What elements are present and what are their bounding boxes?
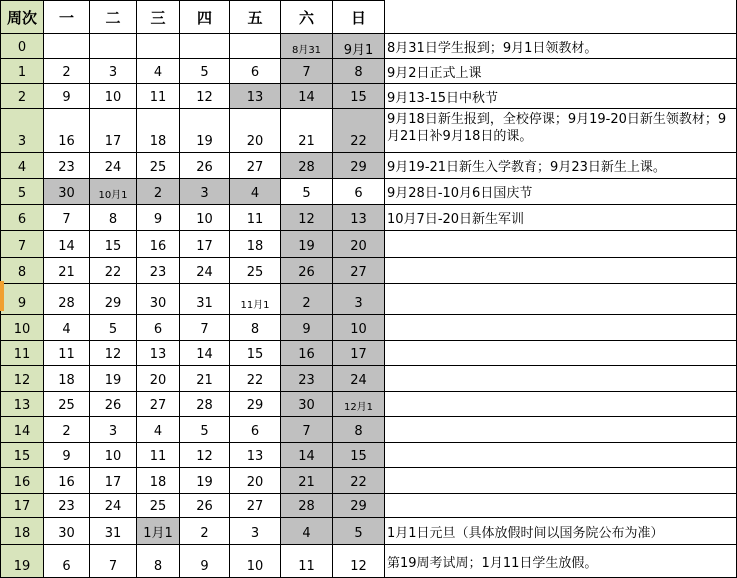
day-cell[interactable]: 2 <box>44 417 90 443</box>
note-cell[interactable]: 9月28日-10月6日国庆节 <box>385 179 737 205</box>
day-cell[interactable]: 24 <box>333 366 385 392</box>
week-number-cell[interactable]: 17 <box>0 494 44 518</box>
day-cell[interactable]: 3 <box>180 179 230 205</box>
day-cell[interactable]: 16 <box>44 109 90 153</box>
day-cell[interactable]: 4 <box>137 59 180 84</box>
day-cell[interactable]: 14 <box>44 231 90 258</box>
note-cell[interactable] <box>385 284 737 315</box>
note-cell[interactable]: 9月19-21日新生入学教育；9月23日新生上课。 <box>385 153 737 179</box>
day-cell[interactable]: 27 <box>230 153 281 179</box>
day-cell[interactable]: 11 <box>281 545 333 578</box>
day-cell[interactable]: 28 <box>281 153 333 179</box>
week-number-cell[interactable]: 12 <box>0 366 44 392</box>
day-cell[interactable]: 5 <box>90 315 137 341</box>
day-cell[interactable]: 15 <box>230 341 281 366</box>
week-number-cell[interactable]: 0 <box>0 34 44 59</box>
day-cell[interactable]: 28 <box>281 494 333 518</box>
day-cell[interactable]: 7 <box>281 59 333 84</box>
day-cell[interactable]: 10 <box>90 443 137 468</box>
day-cell[interactable]: 31 <box>90 518 137 545</box>
note-cell[interactable]: 9月18日新生报到，全校停课；9月19-20日新生领教材；9月21日补9月18日的课。 <box>385 109 737 153</box>
day-cell[interactable]: 8 <box>90 205 137 231</box>
header-day-3: 三 <box>137 0 180 34</box>
day-cell[interactable]: 29 <box>90 284 137 315</box>
day-cell[interactable]: 4 <box>137 417 180 443</box>
day-cell[interactable]: 15 <box>333 84 385 109</box>
note-cell[interactable]: 9月13-15日中秋节 <box>385 84 737 109</box>
note-cell[interactable]: 9月2日正式上课 <box>385 59 737 84</box>
day-cell[interactable]: 15 <box>333 443 385 468</box>
week-number-cell[interactable]: 13 <box>0 392 44 417</box>
day-cell[interactable]: 12 <box>333 545 385 578</box>
day-cell[interactable]: 26 <box>180 153 230 179</box>
day-cell[interactable]: 6 <box>137 315 180 341</box>
header-day-5: 五 <box>230 0 281 34</box>
day-cell[interactable]: 16 <box>281 341 333 366</box>
day-cell[interactable]: 20 <box>230 468 281 494</box>
day-cell[interactable]: 2 <box>137 179 180 205</box>
day-cell[interactable]: 9 <box>44 84 90 109</box>
header-day-2: 二 <box>90 0 137 34</box>
day-cell[interactable]: 25 <box>230 258 281 284</box>
header-day-1: 一 <box>44 0 90 34</box>
note-cell[interactable]: 8月31日学生报到；9月1日领教材。 <box>385 34 737 59</box>
day-cell[interactable]: 5 <box>180 417 230 443</box>
day-cell[interactable]: 21 <box>281 109 333 153</box>
day-cell[interactable] <box>137 34 180 59</box>
day-cell[interactable]: 10 <box>333 315 385 341</box>
header-day-4: 四 <box>180 0 230 34</box>
day-cell[interactable]: 22 <box>333 109 385 153</box>
header-day-6: 六 <box>281 0 333 34</box>
day-cell[interactable]: 11 <box>137 443 180 468</box>
day-cell[interactable]: 21 <box>180 366 230 392</box>
day-cell[interactable]: 19 <box>281 231 333 258</box>
day-cell[interactable]: 11 <box>44 341 90 366</box>
note-cell[interactable] <box>385 258 737 284</box>
note-cell[interactable] <box>385 315 737 341</box>
day-cell[interactable] <box>180 34 230 59</box>
week-number-cell[interactable]: 10 <box>0 315 44 341</box>
day-cell[interactable]: 20 <box>333 231 385 258</box>
week-number-cell[interactable]: 7 <box>0 231 44 258</box>
day-cell[interactable]: 14 <box>281 443 333 468</box>
day-cell[interactable]: 6 <box>230 417 281 443</box>
day-cell[interactable]: 3 <box>333 284 385 315</box>
day-cell[interactable]: 25 <box>137 494 180 518</box>
day-cell[interactable]: 17 <box>90 109 137 153</box>
day-cell[interactable]: 16 <box>137 231 180 258</box>
week-number-cell[interactable]: 4 <box>0 153 44 179</box>
day-cell[interactable]: 30 <box>281 392 333 417</box>
note-cell[interactable] <box>385 417 737 443</box>
day-cell[interactable]: 9 <box>180 545 230 578</box>
week-number-cell[interactable]: 18 <box>0 518 44 545</box>
day-cell[interactable]: 2 <box>44 59 90 84</box>
day-cell[interactable]: 24 <box>180 258 230 284</box>
day-cell[interactable]: 4 <box>230 179 281 205</box>
day-cell[interactable]: 18 <box>137 468 180 494</box>
day-cell[interactable]: 19 <box>180 468 230 494</box>
day-cell[interactable]: 11 <box>230 205 281 231</box>
day-cell[interactable]: 26 <box>281 258 333 284</box>
day-cell[interactable]: 23 <box>281 366 333 392</box>
day-cell[interactable]: 12 <box>281 205 333 231</box>
day-cell[interactable]: 11 <box>137 84 180 109</box>
day-cell[interactable]: 10 <box>230 545 281 578</box>
day-cell[interactable]: 28 <box>44 284 90 315</box>
day-cell[interactable]: 22 <box>90 258 137 284</box>
day-cell[interactable]: 10 <box>90 84 137 109</box>
day-cell[interactable]: 9 <box>281 315 333 341</box>
day-cell[interactable]: 27 <box>230 494 281 518</box>
day-cell[interactable]: 29 <box>230 392 281 417</box>
day-cell[interactable]: 27 <box>137 392 180 417</box>
day-cell[interactable]: 27 <box>333 258 385 284</box>
day-cell[interactable]: 4 <box>44 315 90 341</box>
note-cell[interactable] <box>385 468 737 494</box>
day-cell[interactable]: 30 <box>44 179 90 205</box>
day-cell[interactable]: 24 <box>90 153 137 179</box>
day-cell[interactable]: 9 <box>44 443 90 468</box>
week-number-cell[interactable]: 15 <box>0 443 44 468</box>
day-cell[interactable]: 6 <box>230 59 281 84</box>
day-cell[interactable]: 15 <box>90 231 137 258</box>
day-cell[interactable]: 19 <box>180 109 230 153</box>
day-cell[interactable]: 12 <box>180 443 230 468</box>
day-cell[interactable]: 22 <box>333 468 385 494</box>
day-cell[interactable]: 4 <box>281 518 333 545</box>
day-cell[interactable]: 6 <box>44 545 90 578</box>
day-cell[interactable]: 2 <box>180 518 230 545</box>
day-cell[interactable]: 24 <box>90 494 137 518</box>
note-cell[interactable]: 1月1日元旦（具体放假时间以国务院公布为准） <box>385 518 737 545</box>
day-cell[interactable]: 17 <box>333 341 385 366</box>
day-cell[interactable]: 18 <box>44 366 90 392</box>
day-cell[interactable]: 17 <box>90 468 137 494</box>
day-cell[interactable]: 2 <box>281 284 333 315</box>
day-cell[interactable]: 31 <box>180 284 230 315</box>
week-number-cell[interactable]: 19 <box>0 545 44 578</box>
week-number-cell[interactable]: 2 <box>0 84 44 109</box>
day-cell[interactable]: 18 <box>137 109 180 153</box>
day-cell[interactable]: 13 <box>137 341 180 366</box>
day-cell[interactable]: 23 <box>44 153 90 179</box>
day-cell[interactable]: 3 <box>230 518 281 545</box>
day-cell[interactable]: 18 <box>230 231 281 258</box>
day-cell[interactable]: 14 <box>180 341 230 366</box>
week-number-cell[interactable]: 14 <box>0 417 44 443</box>
day-cell[interactable] <box>44 34 90 59</box>
day-cell[interactable]: 23 <box>137 258 180 284</box>
day-cell[interactable]: 26 <box>90 392 137 417</box>
day-cell[interactable]: 29 <box>333 494 385 518</box>
day-cell[interactable]: 23 <box>44 494 90 518</box>
day-cell[interactable]: 19 <box>90 366 137 392</box>
day-cell[interactable]: 14 <box>281 84 333 109</box>
day-cell[interactable]: 9 <box>137 205 180 231</box>
day-cell[interactable]: 16 <box>44 468 90 494</box>
day-cell[interactable] <box>90 34 137 59</box>
day-cell[interactable]: 30 <box>137 284 180 315</box>
note-cell[interactable] <box>385 366 737 392</box>
day-cell[interactable]: 3 <box>90 59 137 84</box>
day-cell[interactable]: 6 <box>333 179 385 205</box>
active-row-marker <box>0 281 4 311</box>
day-cell[interactable]: 1月1 <box>137 518 180 545</box>
day-cell[interactable]: 8 <box>333 59 385 84</box>
note-cell[interactable] <box>385 392 737 417</box>
day-cell[interactable]: 26 <box>180 494 230 518</box>
day-cell[interactable]: 7 <box>180 315 230 341</box>
day-cell[interactable]: 28 <box>180 392 230 417</box>
header-week-label: 周次 <box>0 0 44 34</box>
day-cell[interactable]: 10 <box>180 205 230 231</box>
day-cell[interactable]: 30 <box>44 518 90 545</box>
week-number-cell[interactable]: 6 <box>0 205 44 231</box>
week-number-cell[interactable]: 16 <box>0 468 44 494</box>
week-number-cell[interactable]: 11 <box>0 341 44 366</box>
note-cell[interactable] <box>385 341 737 366</box>
week-number-cell[interactable]: 9 <box>0 284 44 315</box>
day-cell[interactable]: 7 <box>90 545 137 578</box>
week-number-cell[interactable]: 5 <box>0 179 44 205</box>
day-cell[interactable]: 3 <box>90 417 137 443</box>
day-cell[interactable]: 5 <box>333 518 385 545</box>
day-cell[interactable]: 25 <box>44 392 90 417</box>
day-cell[interactable]: 13 <box>333 205 385 231</box>
day-cell[interactable] <box>230 34 281 59</box>
day-cell[interactable]: 10月1 <box>90 179 137 205</box>
day-cell[interactable]: 17 <box>180 231 230 258</box>
day-cell[interactable]: 9月1 <box>333 34 385 59</box>
day-cell[interactable]: 13 <box>230 84 281 109</box>
week-number-cell[interactable]: 8 <box>0 258 44 284</box>
day-cell[interactable]: 5 <box>180 59 230 84</box>
day-cell[interactable]: 12月1 <box>333 392 385 417</box>
day-cell[interactable]: 8 <box>230 315 281 341</box>
day-cell[interactable]: 21 <box>281 468 333 494</box>
day-cell[interactable]: 22 <box>230 366 281 392</box>
day-cell[interactable]: 8 <box>333 417 385 443</box>
day-cell[interactable]: 13 <box>230 443 281 468</box>
day-cell[interactable]: 12 <box>90 341 137 366</box>
note-cell[interactable] <box>385 443 737 468</box>
header-note-column <box>385 0 737 34</box>
note-cell[interactable]: 第19周考试周；1月11日学生放假。 <box>385 545 737 578</box>
note-cell[interactable]: 10月7日-20日新生军训 <box>385 205 737 231</box>
day-cell[interactable]: 7 <box>44 205 90 231</box>
day-cell[interactable]: 7 <box>281 417 333 443</box>
note-cell[interactable] <box>385 231 737 258</box>
day-cell[interactable]: 20 <box>137 366 180 392</box>
note-cell[interactable] <box>385 494 737 518</box>
header-day-7: 日 <box>333 0 385 34</box>
day-cell[interactable]: 8月31 <box>281 34 333 59</box>
day-cell[interactable]: 11月1 <box>230 284 281 315</box>
day-cell[interactable]: 20 <box>230 109 281 153</box>
day-cell[interactable]: 25 <box>137 153 180 179</box>
day-cell[interactable]: 12 <box>180 84 230 109</box>
day-cell[interactable]: 29 <box>333 153 385 179</box>
day-cell[interactable]: 8 <box>137 545 180 578</box>
week-number-cell[interactable]: 1 <box>0 59 44 84</box>
day-cell[interactable]: 5 <box>281 179 333 205</box>
day-cell[interactable]: 21 <box>44 258 90 284</box>
week-number-cell[interactable]: 3 <box>0 109 44 153</box>
